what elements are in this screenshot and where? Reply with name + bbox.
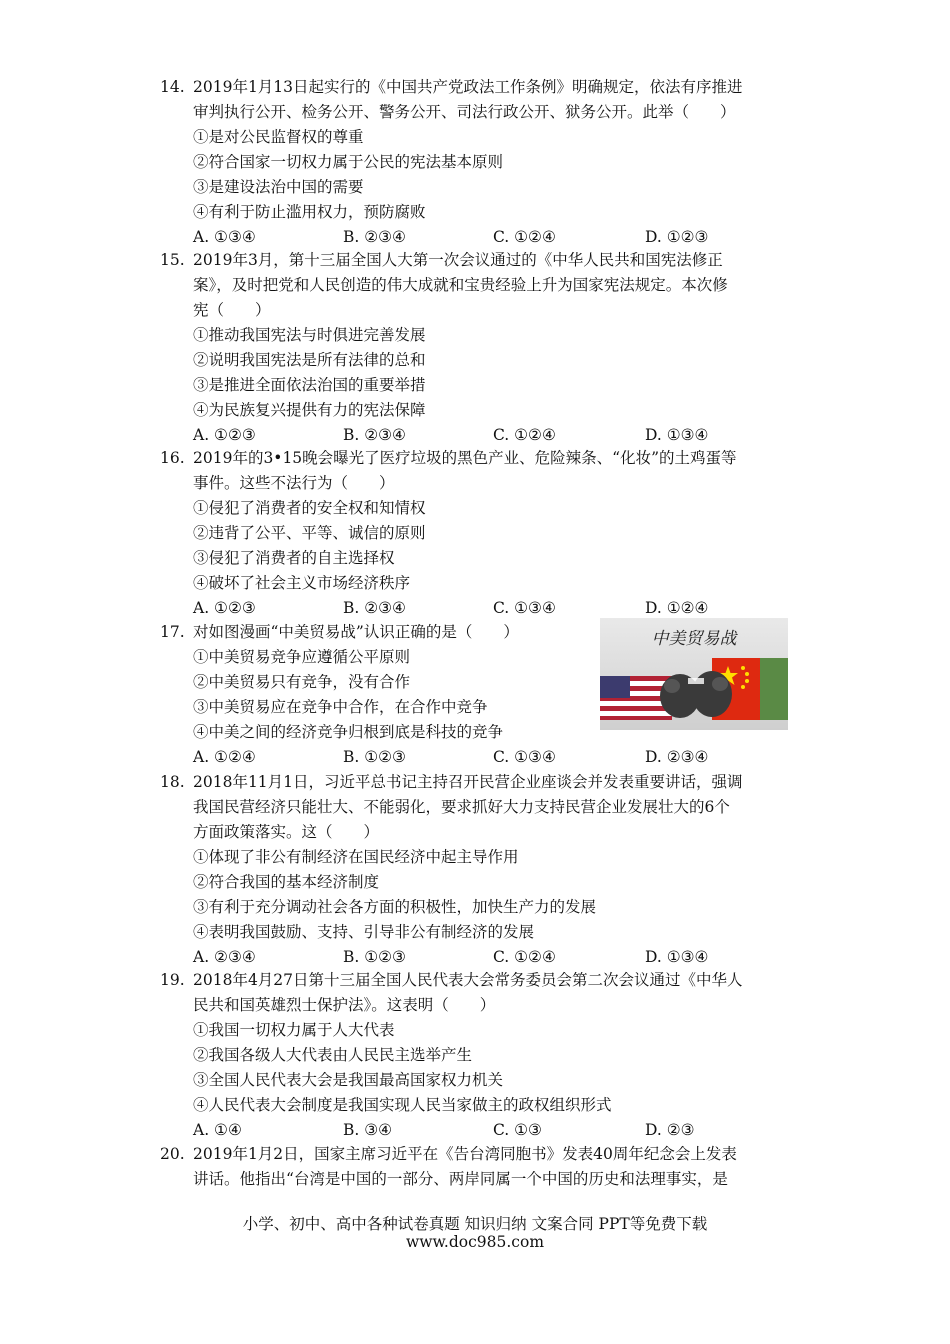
- question-text-line: 讲话。他指出“台湾是中国的一部分、两岸同属一个中国的历史和法理事实，是: [193, 1170, 728, 1188]
- question-text-line: 2019年3月，第十三届全国人大第一次会议通过的《中华人民共和国宪法修正: [193, 251, 723, 269]
- choice-a: A. ①④: [193, 1121, 242, 1139]
- statement-option: ①中美贸易竞争应遵循公平原则: [193, 648, 411, 666]
- statement-option: ①我国一切权力属于人大代表: [193, 1021, 395, 1039]
- choice-c: C. ①②④: [493, 228, 556, 246]
- statement-option: ①推动我国宪法与时俱进完善发展: [193, 326, 426, 344]
- choice-d: D. ①③④: [645, 426, 709, 444]
- statement-option: ②符合国家一切权力属于公民的宪法基本原则: [193, 153, 504, 171]
- statement-option: ③有利于充分调动社会各方面的积极性，加快生产力的发展: [193, 898, 597, 916]
- statement-option: ④破坏了社会主义市场经济秩序: [193, 574, 411, 592]
- statement-option: ③中美贸易应在竞争中合作，在合作中竞争: [193, 698, 488, 716]
- question-text-line: 2018年4月27日第十三届全国人民代表大会常务委员会第二次会议通过《中华人: [193, 971, 743, 989]
- choice-c: C. ①③④: [493, 748, 556, 766]
- statement-option: ③是推进全面依法治国的重要举措: [193, 376, 426, 394]
- question-number: 19.: [160, 971, 185, 989]
- question-18: [160, 770, 800, 970]
- choice-b: B. ②③④: [343, 599, 406, 617]
- answer-choices: [193, 945, 800, 970]
- choice-a: A. ①③④: [193, 228, 256, 246]
- answer-choices: [193, 225, 800, 250]
- question-number: 15.: [160, 251, 185, 269]
- choice-c: C. ①②④: [493, 948, 556, 966]
- choice-b: B. ①②③: [343, 948, 406, 966]
- question-text-line: 2019年1月2日，国家主席习近平在《告台湾同胞书》发表40周年纪念会上发表: [193, 1145, 737, 1163]
- question-text-line: 审判执行公开、检务公开、警务公开、司法行政公开、狱务公开。此举（ ）: [193, 103, 736, 121]
- statement-option: ②违背了公平、平等、诚信的原则: [193, 524, 426, 542]
- statement-option: ④有利于防止滥用权力，预防腐败: [193, 203, 426, 221]
- question-text-line: 2019年的3•15晚会曝光了医疗垃圾的黑色产业、危险辣条、“化妆”的土鸡蛋等: [193, 449, 737, 467]
- statement-option: ②中美贸易只有竞争，没有合作: [193, 673, 411, 691]
- question-text-line: 宪（ ）: [193, 301, 271, 319]
- question-19: [160, 968, 800, 1143]
- question-number: 18.: [160, 773, 185, 791]
- question-number: 14.: [160, 78, 185, 96]
- choice-d: D. ①②③: [645, 228, 709, 246]
- statement-option: ④表明我国鼓励、支持、引导非公有制经济的发展: [193, 923, 535, 941]
- choice-a: A. ①②③: [193, 426, 256, 444]
- cartoon-drawing: [600, 618, 788, 730]
- statement-option: ④为民族复兴提供有力的宪法保障: [193, 401, 426, 419]
- cartoon-caption: 中美贸易战: [651, 629, 737, 649]
- choice-c: C. ①③④: [493, 599, 556, 617]
- statement-option: ①体现了非公有制经济在国民经济中起主导作用: [193, 848, 519, 866]
- answer-choices: [193, 1118, 800, 1143]
- question-number: 16.: [160, 449, 185, 467]
- choice-a: A. ①②③: [193, 599, 256, 617]
- choice-b: B. ②③④: [343, 228, 406, 246]
- choice-c: C. ①③: [493, 1121, 542, 1139]
- choice-b: B. ②③④: [343, 426, 406, 444]
- statement-option: ④中美之间的经济竞争归根到底是科技的竞争: [193, 723, 504, 741]
- footer-ad-line: 小学、初中、高中各种试卷真题 知识归纳 文案合同 PPT等免费下载: [242, 1215, 708, 1233]
- question-text-line: 方面政策落实。这（ ）: [193, 823, 380, 841]
- statement-option: ③全国人民代表大会是我国最高国家权力机关: [193, 1071, 504, 1089]
- question-text-line: 事件。这些不法行为（ ）: [193, 474, 395, 492]
- question-text-line: 对如图漫画“中美贸易战”认识正确的是（ ）: [193, 623, 519, 641]
- question-16: [160, 446, 800, 621]
- statement-option: ③是建设法治中国的需要: [193, 178, 364, 196]
- question-20: [160, 1142, 800, 1192]
- question-text-line: 2019年1月13日起实行的《中国共产党政法工作条例》明确规定，依法有序推进: [193, 78, 743, 96]
- question-text-line: 案》，及时把党和人民创造的伟大成就和宝贵经验上升为国家宪法规定。本次修: [193, 276, 728, 294]
- choice-a: A. ②③④: [193, 948, 256, 966]
- choice-c: C. ①②④: [493, 426, 556, 444]
- statement-option: ②说明我国宪法是所有法律的总和: [193, 351, 426, 369]
- question-15: [160, 248, 800, 448]
- choice-d: D. ②③: [645, 1121, 695, 1139]
- question-number: 20.: [160, 1145, 185, 1163]
- statement-option: ①是对公民监督权的尊重: [193, 128, 364, 146]
- boxing-glove-icon: [692, 671, 732, 717]
- question-text-line: 2018年11月1日，习近平总书记主持召开民营企业座谈会并发表重要讲话，强调: [193, 773, 743, 791]
- choice-b: B. ①②③: [343, 748, 406, 766]
- question-14: [160, 75, 800, 250]
- choice-b: B. ③④: [343, 1121, 393, 1139]
- statement-option: ④人民代表大会制度是我国实现人民当家做主的政权组织形式: [193, 1096, 612, 1114]
- choice-d: D. ①②④: [645, 599, 709, 617]
- choice-d: D. ①③④: [645, 948, 709, 966]
- question-text-line: 我国民营经济只能壮大、不能弱化，要求抓好大力支持民营企业发展壮大的6个: [193, 798, 730, 816]
- trade-war-cartoon: [600, 618, 788, 730]
- choice-d: D. ②③④: [645, 748, 709, 766]
- answer-choices: [193, 423, 800, 448]
- statement-option: ②我国各级人大代表由人民民主选举产生: [193, 1046, 473, 1064]
- answer-choices: [193, 745, 800, 770]
- choice-a: A. ①②④: [193, 748, 256, 766]
- statement-option: ③侵犯了消费者的自主选择权: [193, 549, 395, 567]
- question-text-line: 民共和国英雄烈士保护法》。这表明（ ）: [193, 996, 496, 1014]
- statement-option: ①侵犯了消费者的安全权和知情权: [193, 499, 426, 517]
- statement-option: ②符合我国的基本经济制度: [193, 873, 380, 891]
- question-number: 17.: [160, 623, 185, 641]
- footer-url[interactable]: www.doc985.com: [405, 1233, 545, 1251]
